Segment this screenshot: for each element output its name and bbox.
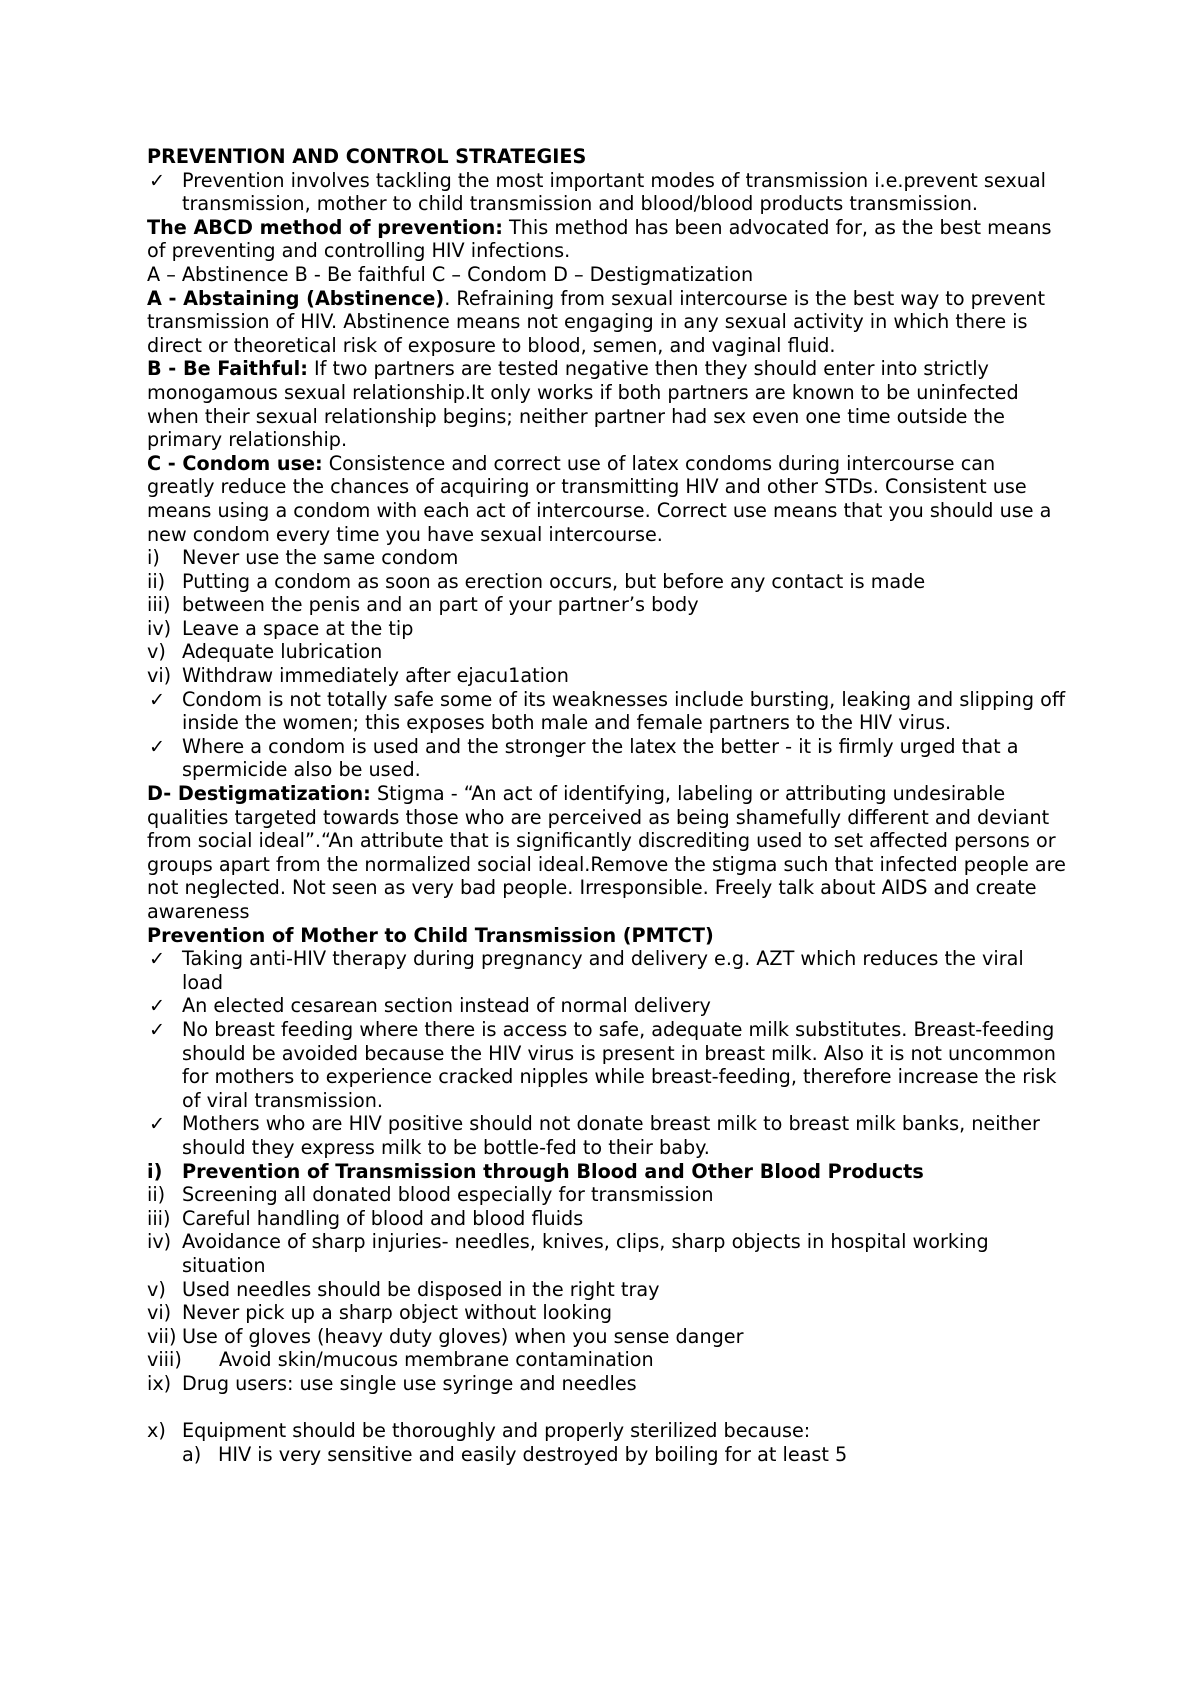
list-item: ii) Putting a condom as soon as erection occurs, but before any contact is made bbox=[147, 569, 926, 593]
list-item: ✓ No breast feeding where there is access to safe, adequate milk substitutes. Breast-feeding should be avoided because the HIV virus is present in breast milk. Also it is not uncommon for mothers to experience cracked nipples while breast-feeding, therefore increase the risk of viral transmission. bbox=[149, 1017, 1057, 1112]
check-mark-icon: ✓ bbox=[149, 994, 166, 1018]
abcd-summary: A – Abstinence B - Be faithful C – Condom D – Destigmatization bbox=[147, 262, 754, 286]
condom-notes-list bbox=[147, 688, 1067, 782]
list-item: vi) Withdraw immediately after ejacu1ation bbox=[147, 664, 569, 688]
list-item: a) HIV is very sensitive and easily destroyed by boiling for at least 5 bbox=[182, 1442, 848, 1466]
destigma-paragraph-2: groups apart from the normalized social ideal.Remove the stigma such that infected people are not neglected. Not seen as very bad people. Irresponsible. Freely talk about AIDS and create awareness bbox=[147, 852, 1066, 923]
list-item: ✓ Prevention involves tackling the most important modes of transmission i.e.prevent sexual transmission, mother to child transmission and blood/blood products transmission. bbox=[149, 168, 1046, 216]
intro-bullet-list bbox=[147, 169, 1067, 216]
list-item: i) Never use the same condom bbox=[147, 546, 459, 570]
abcd-label: The ABCD method of prevention: bbox=[147, 215, 503, 239]
blood-products-list bbox=[147, 1160, 1067, 1443]
check-mark-icon: ✓ bbox=[149, 168, 166, 192]
list-item: v) Used needles should be disposed in the right tray bbox=[147, 1277, 660, 1301]
list-item: ix) Drug users: use single use syringe and needles bbox=[147, 1371, 637, 1395]
list-item: vi) Never pick up a sharp object without looking bbox=[147, 1301, 613, 1325]
list-item: vii) Use of gloves (heavy duty gloves) when you sense danger bbox=[147, 1324, 744, 1348]
blood-products-heading: i) Prevention of Transmission through Blood and Other Blood Products bbox=[147, 1159, 924, 1183]
condom-label: C - Condom use: bbox=[147, 451, 323, 475]
document-body bbox=[147, 145, 1067, 1466]
list-item: v) Adequate lubrication bbox=[147, 640, 383, 664]
list-item: ✓ Mothers who are HIV positive should not donate breast milk to breast milk banks, neither should they express milk to be bottle-fed to their baby. bbox=[149, 1112, 1040, 1159]
list-item: iii) between the penis and an part of your partner’s body bbox=[147, 593, 699, 617]
list-item: x) Equipment should be thoroughly and properly sterilized because: bbox=[147, 1419, 811, 1443]
condom-steps-list bbox=[147, 546, 1067, 688]
check-mark-icon: ✓ bbox=[149, 734, 166, 758]
pmtct-bullet-list bbox=[147, 947, 1067, 1159]
list-item: ✓ Taking anti-HIV therapy during pregnancy and delivery e.g. AZT which reduces the viral load bbox=[149, 947, 1024, 994]
pmtct-heading: Prevention of Mother to Child Transmission (PMTCT) bbox=[147, 923, 714, 947]
check-mark-icon: ✓ bbox=[149, 1017, 166, 1041]
abstinence-label: A - Abstaining (Abstinence) bbox=[147, 286, 445, 310]
list-item: viii) Avoid skin/mucous membrane contamination bbox=[147, 1348, 654, 1372]
sterilization-sublist bbox=[147, 1443, 1067, 1467]
faithful-label: B - Be Faithful: bbox=[147, 357, 308, 381]
check-mark-icon: ✓ bbox=[149, 947, 166, 971]
check-mark-icon: ✓ bbox=[149, 1112, 166, 1136]
list-item: iii) Careful handling of blood and blood fluids bbox=[147, 1206, 584, 1230]
list-item: ii) Screening all donated blood especially for transmission bbox=[147, 1183, 714, 1207]
destigma-paragraph: D- Destigmatization: Stigma - “An act of identifying, labeling or attributing undesirable qualities targeted towards those who are perceived as being shamefully different and deviant from social ideal”.“An attribute that is significantly discrediting used to set affected persons or bbox=[147, 782, 1056, 853]
destigma-label: D- Destigmatization: bbox=[147, 782, 371, 806]
list-item: ✓ Where a condom is used and the stronger the latex the better - it is firmly urged that a spermicide also be used. bbox=[149, 734, 1019, 782]
faithful-paragraph: B - Be Faithful: If two partners are tested negative then they should enter into strictly monogamous sexual relationship.It only works if both partners are known to be uninfected when their sexual relationship begins; neither partner had sex even one time outside the primary relationship. bbox=[147, 357, 1019, 452]
page-heading: PREVENTION AND CONTROL STRATEGIES bbox=[147, 145, 587, 168]
abcd-paragraph: The ABCD method of prevention: This method has been advocated for, as the best means of preventing and controlling HIV infections. bbox=[147, 215, 1052, 263]
condom-paragraph: C - Condom use: Consistence and correct use of latex condoms during intercourse can greatly reduce the chances of acquiring or transmitting HIV and other STDs. Consistent use means using a condom with each act of intercourse. Correct use means that you should use a new condom every time you have sexual intercourse. bbox=[147, 451, 1052, 546]
list-item: iv) Leave a space at the tip bbox=[147, 616, 414, 640]
list-item: iv) Avoidance of sharp injuries- needles, knives, clips, sharp objects in hospital working situation bbox=[147, 1230, 989, 1277]
abstinence-paragraph: A - Abstaining (Abstinence). Refraining from sexual intercourse is the best way to prevent transmission of HIV. Abstinence means not engaging in any sexual activity in which there is direct or theoretical risk of exposure to blood, semen, and vaginal fluid. bbox=[147, 286, 1045, 357]
list-item: ✓ An elected cesarean section instead of normal delivery bbox=[149, 994, 711, 1018]
list-item: ✓ Condom is not totally safe some of its weaknesses include bursting, leaking and slipping off inside the women; this exposes both male and female partners to the HIV virus. bbox=[149, 687, 1066, 735]
check-mark-icon: ✓ bbox=[149, 687, 166, 711]
